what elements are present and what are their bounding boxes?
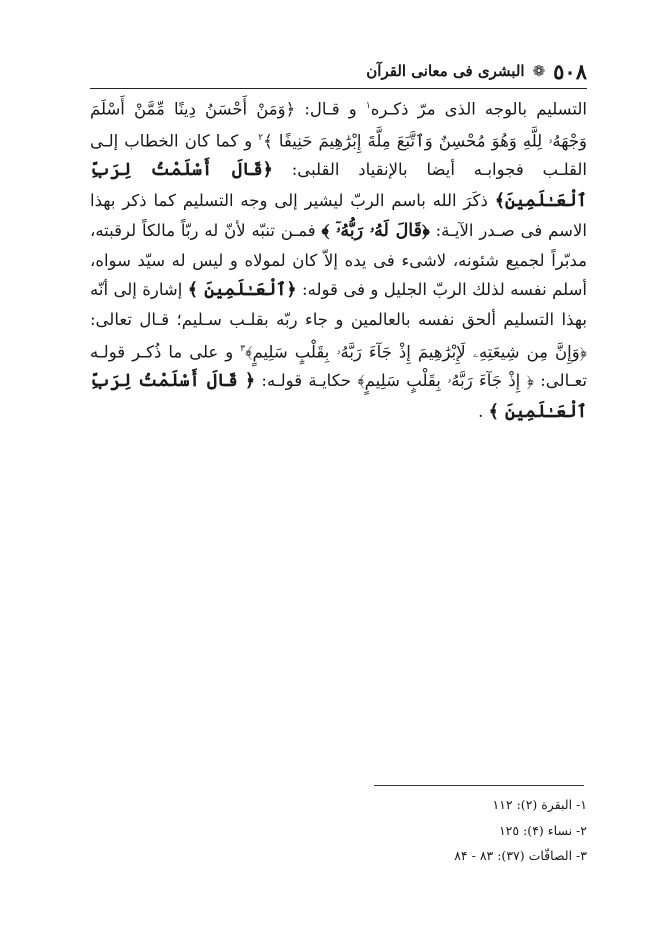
footnotes [287, 792, 587, 869]
text-segment: و قـال: [295, 99, 366, 119]
quran-verse: ﴿وَإِنَّ مِن شِيعَتِهِۦ لَإِبْرَٰهِيمَ إِذْ جَآءَ رَبَّهُۥ بِقَلْبٍ سَلِيمٍ﴾ [245, 342, 587, 362]
text-segment: التسليم بالوجه الذى مرّ ذكـره [370, 99, 587, 119]
running-title: البشرى فى معانى القرآن [366, 62, 525, 80]
text-segment: حكايـة قولـه: [255, 371, 358, 391]
paragraph [90, 92, 587, 427]
footnote-ref: ٢ [258, 132, 264, 143]
page-header [90, 56, 587, 86]
flower-ornament-icon: ❁ [532, 62, 546, 80]
quran-verse: ﴿ إِذْ جَآءَ رَبَّهُۥ بِقَلْبٍ سَلِيمٍ﴾ [357, 371, 534, 391]
quran-verse-emphasis: ﴿قَالَ لَهُۥ رَبُّهُۥٓ ﴾ [321, 220, 430, 241]
footnote-item: ٣- الصافّات (٣٧): ٨٣ - ٨۴ [454, 848, 587, 863]
header-divider [90, 88, 587, 89]
footnote-divider [374, 785, 584, 786]
footnote-item: ٢- نساء (۴): ١٢٥ [498, 822, 587, 838]
text-segment: و على ما ذُكـر قولـه تعـالى: [90, 342, 588, 391]
footnote-ref: ١ [365, 101, 371, 111]
text-segment: و كما كان الخطاب إلـى القلـب فجوابـه أيضا بالإنقياد القلبى: [90, 131, 587, 180]
text-segment: . [478, 401, 489, 421]
quran-verse-emphasis: ﴿قَالَ أَسْلَمْتُ لِرَبِّ ٱلْعَـٰلَمِينَ﴾ [90, 160, 587, 211]
quran-verse-emphasis: ﴿ٱلْعَـٰلَمِينَ ﴾ [187, 280, 297, 301]
text-segment: فمـن تنبّه لأنّ له ربّاً مالكاً لرقبته، مدبّراً لجميع شئونه، لاشىء فى يده إلاّ كان لمولاه و ليس له سيّد سواه، أسلم نفسه لذلك الربّ الجليل و فى قوله: [90, 220, 587, 300]
header-left-group [366, 59, 587, 84]
quran-verse: ﴿وَمَنْ أَحْسَنُ دِينًا مِّمَّنْ أَسْلَمَ وَجْهَهُۥ لِلَّهِ وَهُوَ مُحْسِنٌ وَٱتَّبَعَ مِلَّةَ إِبْرَٰهِيمَ حَنِيفًا ﴾ [90, 99, 588, 151]
text-segment: إشارة إلى أنّه بهذا التسليم ألحق نفسه بالعالمين و جاء ربّه بقلـب سـليم؛ قـال تعالى: [90, 280, 587, 330]
main-paragraph [90, 92, 587, 427]
footnote-ref: ٣ [240, 343, 246, 354]
quran-verse-emphasis: ﴿ قَالَ أَسْلَمْتُ لِرَبِّ ٱلْعَـٰلَمِينَ ﴾ [90, 371, 587, 422]
page-number: ٥٠٨ [553, 58, 587, 84]
text-segment: ذكَرَ الله باسم الربّ ليشير إلى وجه التسليم كما ذكر بهذا الاسم فى صـدر الآيـة: [90, 190, 587, 240]
footnote-item: ١- البقرة (٢): ١١٢ [492, 797, 587, 812]
